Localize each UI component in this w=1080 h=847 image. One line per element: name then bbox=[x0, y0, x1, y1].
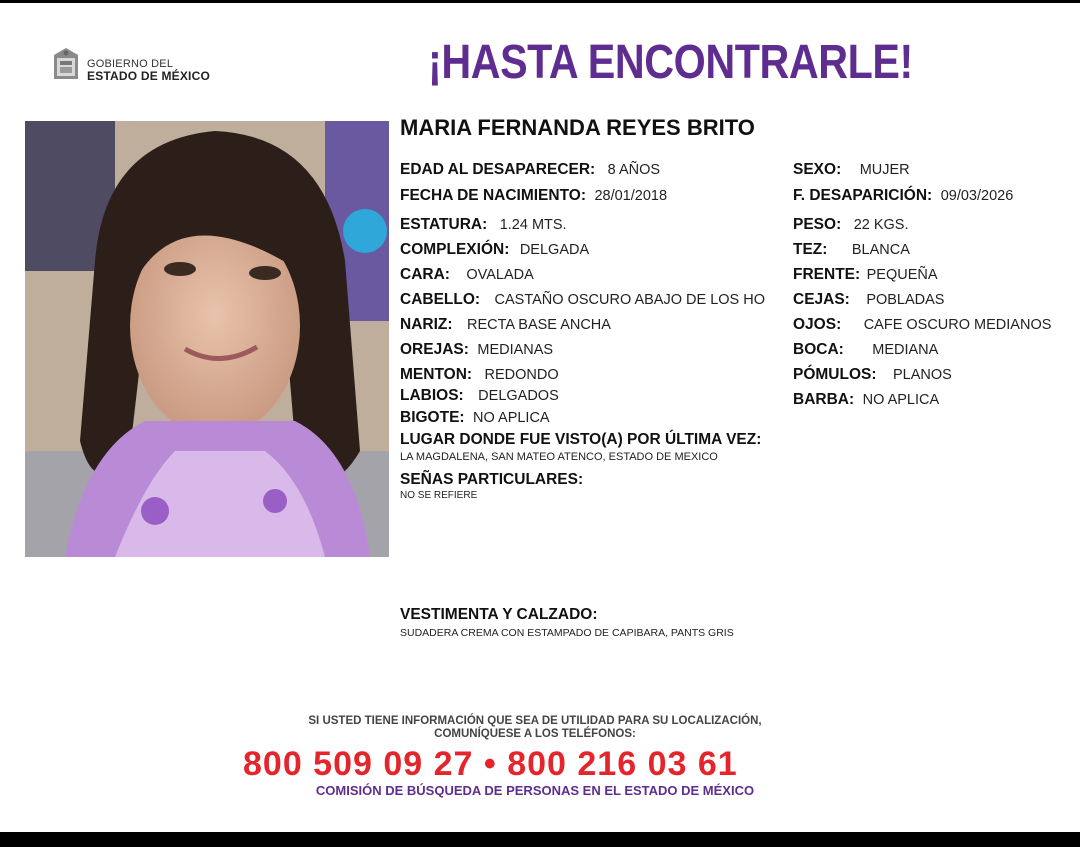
field-ears bbox=[400, 341, 553, 359]
clothing-value: SUDADERA CREMA CON ESTAMPADO DE CAPIBARA, PANTS GRIS bbox=[400, 627, 734, 639]
field-disappearance-date bbox=[793, 187, 1013, 205]
field-label: OREJAS: bbox=[400, 341, 469, 358]
field-sex bbox=[793, 161, 910, 179]
field-build bbox=[400, 241, 589, 259]
field-value: POBLADAS bbox=[866, 292, 945, 308]
field-value: DELGADA bbox=[519, 242, 590, 258]
field-value: DELGADOS bbox=[478, 388, 559, 404]
field-value: RECTA BASE ANCHA bbox=[466, 317, 611, 333]
field-label: CARA: bbox=[400, 266, 450, 283]
phone-numbers: 800 509 09 27 • 800 216 03 61 bbox=[243, 745, 738, 783]
field-label: LABIOS: bbox=[400, 387, 464, 404]
field-label: MENTON: bbox=[400, 366, 473, 383]
field-label: BARBA: bbox=[793, 391, 855, 408]
field-nose bbox=[400, 316, 611, 334]
missing-person-poster bbox=[0, 3, 1080, 832]
field-mustache bbox=[400, 409, 550, 427]
marks-value: NO SE REFIERE bbox=[400, 490, 478, 501]
marks-label: SEÑAS PARTICULARES: bbox=[400, 471, 584, 488]
field-value: 8 AÑOS bbox=[607, 162, 661, 178]
field-beard bbox=[793, 391, 939, 409]
field-value: 1.24 MTS. bbox=[499, 217, 567, 233]
field-lips bbox=[400, 387, 559, 405]
logo-line-1: GOBIERNO DEL bbox=[87, 58, 174, 70]
person-photo bbox=[25, 121, 389, 557]
field-value: CASTAÑO OSCURO ABAJO DE LOS HO bbox=[494, 292, 765, 308]
field-birthdate bbox=[400, 187, 667, 205]
field-value: 28/01/2018 bbox=[594, 188, 668, 204]
contact-info bbox=[300, 715, 770, 741]
clothing-label: VESTIMENTA Y CALZADO: bbox=[400, 606, 598, 623]
logo-line-2: ESTADO DE MÉXICO bbox=[87, 69, 210, 83]
field-label: NARIZ: bbox=[400, 316, 453, 333]
field-value: PEQUEÑA bbox=[866, 267, 938, 283]
field-chin bbox=[400, 366, 559, 384]
field-value: OVALADA bbox=[466, 267, 534, 283]
field-label: COMPLEXIÓN: bbox=[400, 241, 510, 258]
field-label: FRENTE: bbox=[793, 266, 861, 283]
child-portrait-photo-icon bbox=[25, 121, 389, 557]
field-label: FECHA DE NACIMIENTO: bbox=[400, 187, 586, 204]
field-value: PLANOS bbox=[892, 367, 952, 383]
field-age bbox=[400, 161, 660, 179]
field-complexion bbox=[793, 241, 910, 259]
field-forehead bbox=[793, 266, 938, 284]
field-value: CAFE OSCURO MEDIANOS bbox=[863, 317, 1052, 333]
field-mouth bbox=[793, 341, 938, 359]
field-label: F. DESAPARICIÓN: bbox=[793, 187, 933, 204]
person-name: MARIA FERNANDA REYES BRITO bbox=[400, 115, 755, 140]
field-value: MEDIANAS bbox=[477, 342, 554, 358]
info-line-2: COMUNÍQUESE A LOS TELÉFONOS: bbox=[434, 728, 636, 740]
field-label: SEXO: bbox=[793, 161, 842, 178]
field-face bbox=[400, 266, 534, 284]
last-seen-label: LUGAR DONDE FUE VISTO(A) POR ÚLTIMA VEZ: bbox=[400, 431, 762, 448]
field-value: MUJER bbox=[859, 162, 910, 178]
field-value: 09/03/2026 bbox=[940, 188, 1014, 204]
field-label: TEZ: bbox=[793, 241, 828, 258]
field-label: ESTATURA: bbox=[400, 216, 488, 233]
field-value: MEDIANA bbox=[872, 342, 939, 358]
field-label: CABELLO: bbox=[400, 291, 481, 308]
field-cheekbones bbox=[793, 366, 952, 384]
field-eyebrows bbox=[793, 291, 944, 309]
field-label: EDAD AL DESAPARECER: bbox=[400, 161, 596, 178]
state-emblem-icon bbox=[50, 45, 82, 83]
field-value: 22 KGS. bbox=[853, 217, 909, 233]
field-label: BIGOTE: bbox=[400, 409, 465, 426]
field-label: CEJAS: bbox=[793, 291, 850, 308]
field-value: NO APLICA bbox=[862, 392, 940, 408]
last-seen-value: LA MAGDALENA, SAN MATEO ATENCO, ESTADO DE MEXICO bbox=[400, 451, 718, 463]
field-weight bbox=[793, 216, 909, 234]
field-label: BOCA: bbox=[793, 341, 844, 358]
field-hair bbox=[400, 291, 765, 309]
headline: ¡HASTA ENCONTRARLE! bbox=[428, 36, 913, 89]
field-label: OJOS: bbox=[793, 316, 842, 333]
field-eyes bbox=[793, 316, 1051, 334]
field-value: NO APLICA bbox=[473, 410, 550, 426]
field-height bbox=[400, 216, 567, 234]
field-label: PÓMULOS: bbox=[793, 366, 877, 383]
field-label: PESO: bbox=[793, 216, 842, 233]
government-logo-text bbox=[87, 58, 210, 82]
info-line-1: SI USTED TIENE INFORMACIÓN QUE SEA DE UTILIDAD PARA SU LOCALIZACIÓN, bbox=[308, 715, 762, 727]
commission-name: COMISIÓN DE BÚSQUEDA DE PERSONAS EN EL ESTADO DE MÉXICO bbox=[315, 783, 755, 798]
field-value: BLANCA bbox=[851, 242, 910, 258]
field-value: REDONDO bbox=[484, 367, 559, 383]
